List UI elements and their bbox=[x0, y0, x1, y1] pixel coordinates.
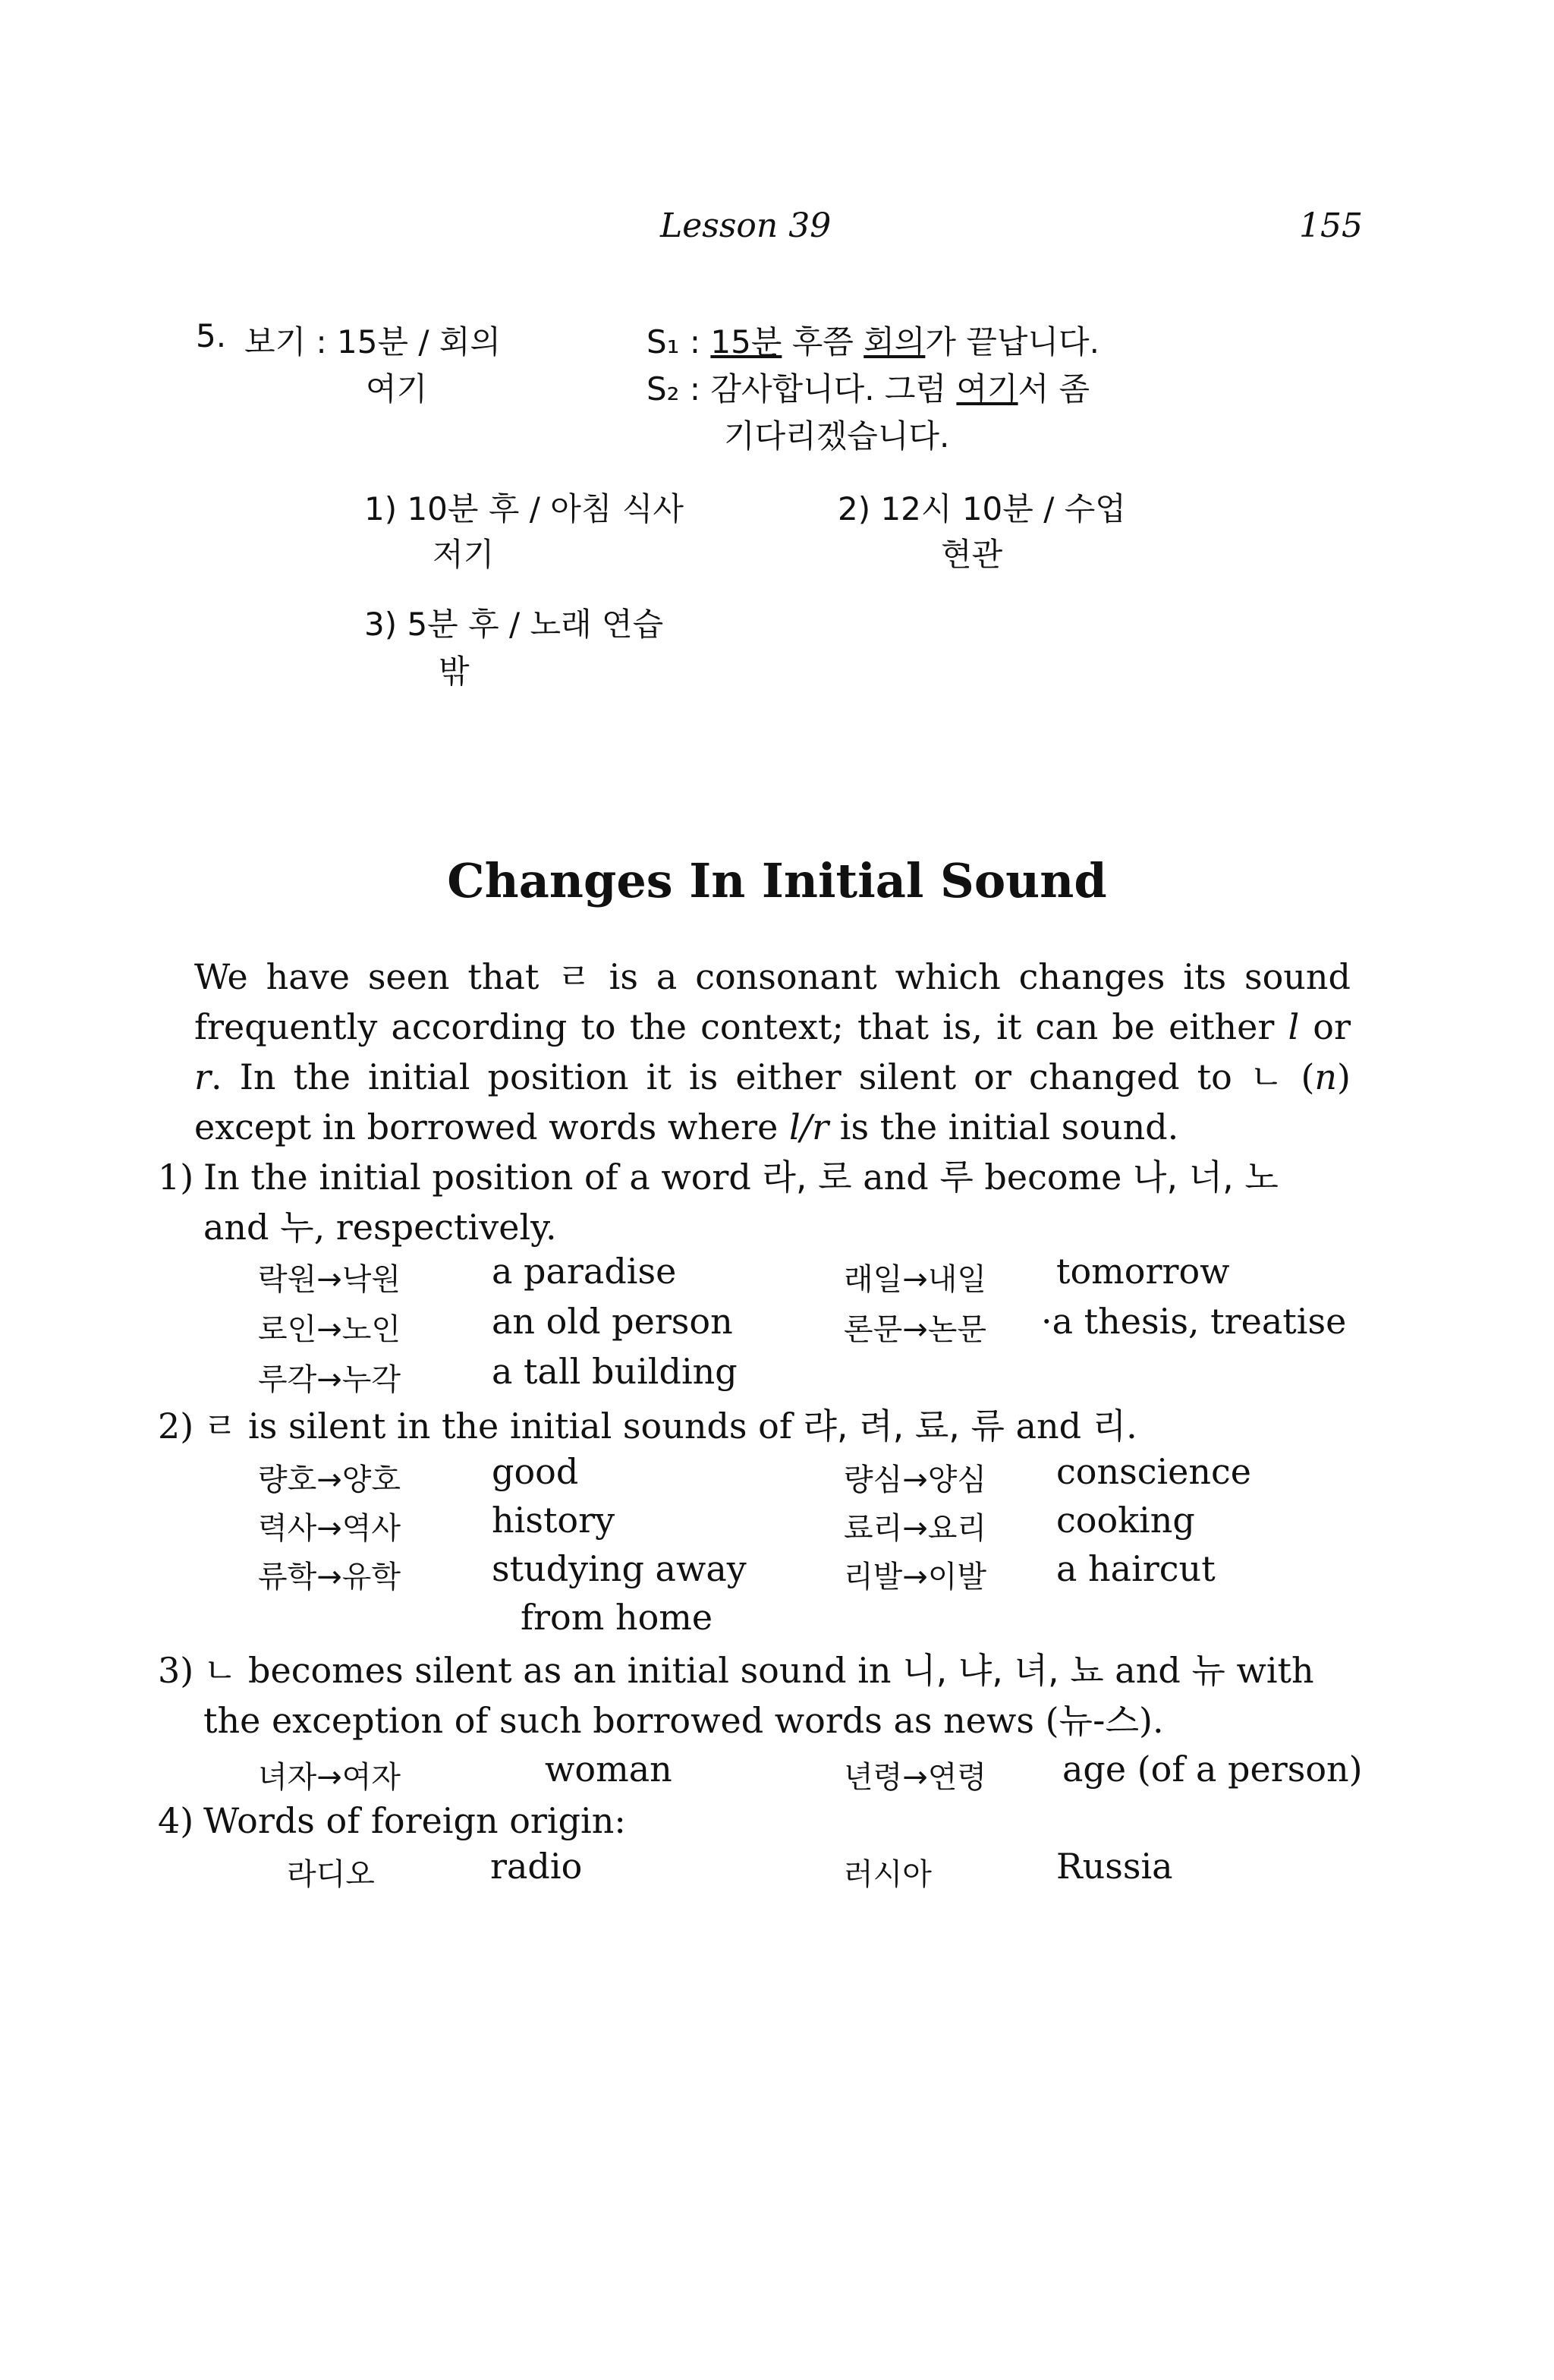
exercise-item-1: 1) 10분 후 / 아침 식사 bbox=[364, 490, 684, 527]
intro-text-6: ) except in borrowed words where bbox=[194, 1056, 1351, 1148]
rule-4-example-en: Russia bbox=[1056, 1846, 1173, 1887]
rule-3 bbox=[158, 1645, 1351, 1746]
rule-3-example-ko: 년령→연령 bbox=[844, 1760, 987, 1795]
rule-1-text-b: and bbox=[851, 1157, 940, 1198]
rule-2-example-en: cooking bbox=[1056, 1500, 1195, 1541]
rule-1-text-c: become bbox=[973, 1157, 1134, 1198]
rule-2-example-en: a haircut bbox=[1056, 1548, 1216, 1589]
exercise-item-2: 2) 12시 10분 / 수업 bbox=[838, 490, 1126, 527]
rule-2-text bbox=[203, 1401, 1351, 1451]
rule-3-korean-1: ㄴ bbox=[203, 1650, 238, 1691]
rule-4-text: Words of foreign origin: bbox=[203, 1800, 626, 1841]
s1-underlined-1: 15분 bbox=[710, 323, 782, 360]
exercise-item-2-place: 현관 bbox=[941, 536, 1003, 573]
rule-2-example-ko: 료리→요리 bbox=[844, 1511, 987, 1546]
rule-1-example-en: tomorrow bbox=[1056, 1251, 1230, 1292]
rule-2-example-en: studying away bbox=[492, 1548, 747, 1589]
rule-1-example-ko: 래일→내일 bbox=[844, 1262, 987, 1297]
exercise-item-3: 3) 5분 후 / 노래 연습 bbox=[364, 606, 664, 643]
rule-3-korean-3: 뉴 bbox=[1191, 1650, 1225, 1691]
intro-text-3: or bbox=[1299, 1006, 1351, 1047]
rule-2-example-en: conscience bbox=[1056, 1451, 1251, 1492]
rule-2-example-ko: 량심→양심 bbox=[844, 1462, 987, 1497]
rule-2-example-ko: 류학→유학 bbox=[258, 1560, 401, 1595]
intro-text-2: is a consonant which changes its sound frequently according to the context; that is, it can be either bbox=[194, 956, 1351, 1047]
rule-4-example-ko: 라디오 bbox=[287, 1857, 375, 1892]
rule-1-example-en: a paradise bbox=[492, 1251, 677, 1292]
rule-1-example-ko: 루각→누각 bbox=[258, 1362, 401, 1397]
lesson-header: Lesson 39 bbox=[660, 206, 832, 245]
s2-prefix: S₂ : 감사합니다. 그럼 bbox=[646, 370, 957, 408]
rule-2-text-c: . bbox=[1126, 1406, 1137, 1447]
rule-1-number: 1) bbox=[158, 1157, 194, 1198]
intro-text-1: We have seen that bbox=[194, 956, 558, 997]
exercise-item-1-place: 저기 bbox=[433, 536, 495, 573]
dialogue-s2 bbox=[646, 364, 1090, 410]
rule-2-example-en: history bbox=[492, 1500, 615, 1541]
rule-1-text bbox=[203, 1152, 1351, 1252]
rule-3-number: 3) bbox=[158, 1650, 194, 1691]
rule-3-text-a: becomes silent as an initial sound in bbox=[237, 1650, 903, 1691]
rule-1-text-d: and bbox=[203, 1207, 281, 1248]
rule-4-example-ko: 러시아 bbox=[844, 1857, 932, 1892]
rule-2-text-b: and bbox=[1004, 1406, 1093, 1447]
rule-2-korean-1: ㄹ bbox=[203, 1406, 238, 1447]
rule-4-number: 4) bbox=[158, 1800, 194, 1841]
rule-3-text bbox=[203, 1645, 1351, 1746]
exercise-example-label: 보기 : 15분 / 회의 bbox=[244, 323, 502, 360]
rule-1-korean-3: 나, 너, 노 bbox=[1133, 1157, 1279, 1198]
rule-1-korean-4: 누 bbox=[280, 1207, 314, 1248]
rule-1-example-en: a tall building bbox=[492, 1351, 738, 1392]
rule-1-example-ko: 론문→논문 bbox=[844, 1312, 987, 1347]
intro-text-7: is the initial sound. bbox=[829, 1107, 1179, 1148]
s2-underlined: 여기 bbox=[956, 370, 1018, 408]
dialogue-s2-line2: 기다리겠습니다. bbox=[724, 417, 950, 455]
rule-2-number: 2) bbox=[158, 1406, 194, 1447]
rule-2-example-en: good bbox=[492, 1451, 579, 1492]
intro-letter-r: r bbox=[194, 1056, 211, 1097]
intro-letter-l: l bbox=[1288, 1006, 1300, 1047]
intro-paragraph bbox=[194, 952, 1351, 1152]
rule-2-example-ko: 리발→이발 bbox=[844, 1560, 987, 1595]
rule-1 bbox=[158, 1152, 1351, 1252]
rule-2-korean-3: 리 bbox=[1092, 1406, 1127, 1447]
rule-1-text-e: , respectively. bbox=[313, 1207, 557, 1248]
exercise-item-3-place: 밖 bbox=[439, 653, 470, 690]
rule-2-example-en-continuation: from home bbox=[521, 1597, 713, 1638]
rule-2-korean-2: 랴, 려, 료, 류 bbox=[803, 1406, 1005, 1447]
rule-3-korean-2: 니, 냐, 녀, 뇨 bbox=[902, 1650, 1104, 1691]
s1-mid: 후쯤 bbox=[782, 323, 864, 360]
rule-3-text-d: ). bbox=[1139, 1700, 1164, 1741]
rule-1-text-a: In the initial position of a word bbox=[203, 1157, 763, 1198]
rule-1-korean-2: 루 bbox=[939, 1157, 974, 1198]
exercise-number: 5. bbox=[196, 317, 227, 354]
rule-3-example-en: age (of a person) bbox=[1062, 1749, 1363, 1790]
rule-1-example-en: an old person bbox=[492, 1301, 733, 1342]
rule-2-example-ko: 량호→양호 bbox=[258, 1462, 401, 1497]
intro-korean-1: ㄹ bbox=[557, 956, 591, 997]
rule-3-example-en: woman bbox=[545, 1749, 672, 1790]
section-title: Changes In Initial Sound bbox=[447, 853, 1107, 908]
intro-text-4: . In the initial position it is either silent or changed to bbox=[211, 1056, 1250, 1097]
rule-3-korean-4: 뉴-스 bbox=[1059, 1700, 1140, 1741]
dialogue-s1 bbox=[646, 317, 1099, 363]
rule-2 bbox=[158, 1401, 1351, 1451]
rule-3-text-b: and bbox=[1103, 1650, 1192, 1691]
exercise-example-label-line2: 여기 bbox=[366, 370, 428, 408]
s1-underlined-2: 회의 bbox=[864, 323, 926, 360]
intro-korean-2: ㄴ bbox=[1249, 1056, 1284, 1097]
rule-1-example-ko: 로인→노인 bbox=[258, 1312, 401, 1347]
page-number: 155 bbox=[1299, 206, 1363, 245]
rule-1-example-en: ·a thesis, treatise bbox=[1041, 1301, 1347, 1342]
intro-text-5: ( bbox=[1283, 1056, 1315, 1097]
intro-letter-n: n bbox=[1314, 1056, 1338, 1097]
s2-rest: 서 좀 bbox=[1018, 370, 1090, 408]
rule-1-korean-1: 라, 로 bbox=[762, 1157, 852, 1198]
rule-4-example-en: radio bbox=[490, 1846, 583, 1887]
rule-3-example-ko: 녀자→여자 bbox=[258, 1760, 401, 1795]
s1-rest: 가 끝납니다. bbox=[925, 323, 1099, 360]
rule-1-example-ko: 락원→낙원 bbox=[258, 1262, 401, 1297]
s1-prefix: S₁ : bbox=[646, 323, 711, 360]
rule-4 bbox=[158, 1796, 1351, 1846]
intro-letters-lr: l/r bbox=[788, 1107, 829, 1148]
rule-2-example-ko: 력사→역사 bbox=[258, 1511, 401, 1546]
rule-2-text-a: is silent in the initial sounds of bbox=[237, 1406, 804, 1447]
rule-3-text-c: with the exception of such borrowed words as news ( bbox=[203, 1650, 1314, 1741]
